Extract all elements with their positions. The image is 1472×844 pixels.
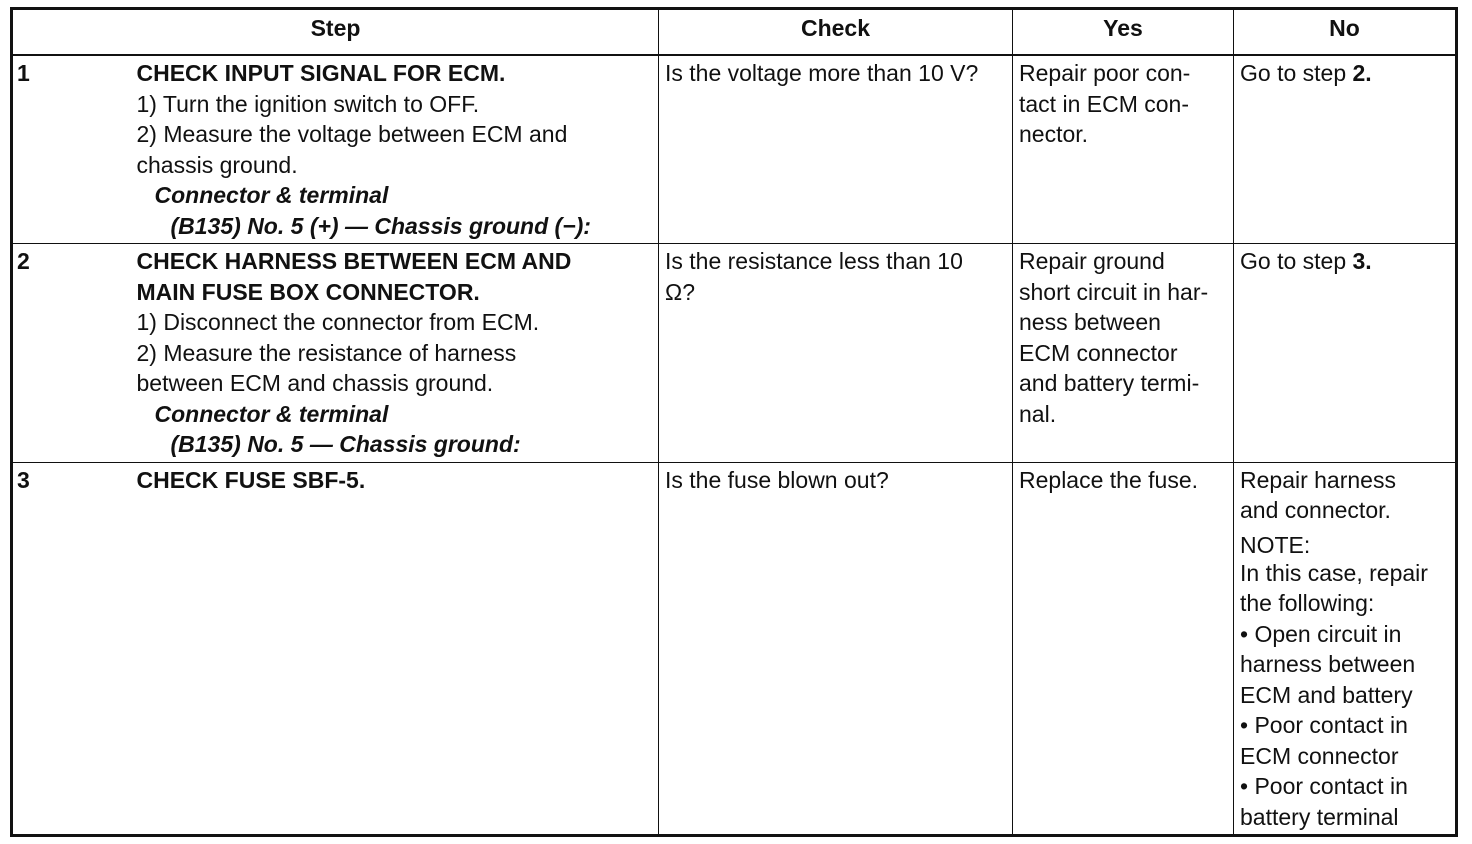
note-line: battery terminal [1240, 803, 1399, 830]
step-title: CHECK INPUT SIGNAL FOR ECM. [136, 60, 506, 86]
note-line: • Poor contact in [1240, 773, 1408, 799]
step-cell [130, 244, 659, 463]
note-line: In this case, repair [1240, 559, 1428, 586]
step-instruction: 1) Turn the ignition switch to OFF. [136, 90, 480, 117]
yes-line: short circuit in har- [1019, 278, 1209, 305]
header-step: Step [12, 9, 659, 56]
table-row [12, 55, 1457, 244]
note-line: ECM and battery [1240, 681, 1413, 708]
no-cell [1234, 244, 1457, 463]
step-instruction: 2) Measure the voltage between ECM and [136, 121, 568, 147]
note-line: • Poor contact in [1240, 712, 1408, 738]
no-step-ref: 2. [1352, 60, 1372, 86]
note-line: ECM connector [1240, 742, 1399, 769]
step-instruction: between ECM and chassis ground. [136, 370, 494, 396]
step-cell [130, 55, 659, 244]
check-line: Ω? [665, 278, 695, 305]
yes-cell [1013, 244, 1234, 463]
note-line: • Open circuit in [1240, 620, 1402, 647]
header-check: Check [659, 9, 1013, 56]
note-line: the following: [1240, 590, 1375, 616]
connector-label: Connector & terminal [154, 182, 389, 208]
table-row [12, 244, 1457, 463]
connector-value: (B135) No. 5 (+) — Chassis ground (−): [170, 212, 591, 239]
no-cell [1234, 462, 1457, 836]
check-cell [659, 244, 1013, 463]
no-prefix: Go to step [1240, 60, 1353, 86]
step-cell [130, 462, 659, 836]
step-instruction: 2) Measure the resistance of harness [136, 339, 517, 366]
header-no: No [1234, 9, 1457, 56]
no-line: and connector. [1240, 497, 1391, 523]
step-title: CHECK HARNESS BETWEEN ECM AND [136, 248, 572, 274]
step-instruction: 1) Disconnect the connector from ECM. [136, 309, 540, 335]
step-instruction: chassis ground. [136, 151, 298, 178]
step-number: 2 [12, 244, 130, 463]
yes-line: ness between [1019, 309, 1161, 335]
yes-line: tact in ECM con- [1019, 90, 1189, 117]
step-number: 3 [12, 462, 130, 836]
no-cell [1234, 55, 1457, 244]
step-title: MAIN FUSE BOX CONNECTOR. [136, 278, 480, 305]
check-cell: Is the voltage more than 10 V? [659, 55, 1013, 244]
yes-cell [1013, 55, 1234, 244]
yes-line: ECM connector [1019, 339, 1178, 366]
header-yes: Yes [1013, 9, 1234, 56]
no-line: Repair harness [1240, 466, 1396, 493]
yes-line: nal. [1019, 400, 1057, 427]
yes-line: Repair ground [1019, 248, 1165, 274]
connector-value: (B135) No. 5 — Chassis ground: [170, 431, 521, 457]
connector-label: Connector & terminal [154, 400, 389, 427]
diagnostic-table [10, 7, 1458, 837]
yes-line: Repair poor con- [1019, 60, 1191, 86]
note-heading: NOTE: [1240, 531, 1311, 558]
table-row [12, 462, 1457, 836]
no-prefix: Go to step [1240, 248, 1353, 274]
yes-line: and battery termi- [1019, 370, 1200, 396]
header-row [12, 9, 1457, 56]
check-cell: Is the fuse blown out? [659, 462, 1013, 836]
yes-line: nector. [1019, 121, 1089, 147]
check-line: Is the resistance less than 10 [665, 248, 963, 274]
note-line: harness between [1240, 651, 1416, 677]
step-number: 1 [12, 55, 130, 244]
step-title: CHECK FUSE SBF-5. [136, 466, 366, 493]
yes-cell: Replace the fuse. [1013, 462, 1234, 836]
no-step-ref: 3. [1352, 248, 1372, 274]
